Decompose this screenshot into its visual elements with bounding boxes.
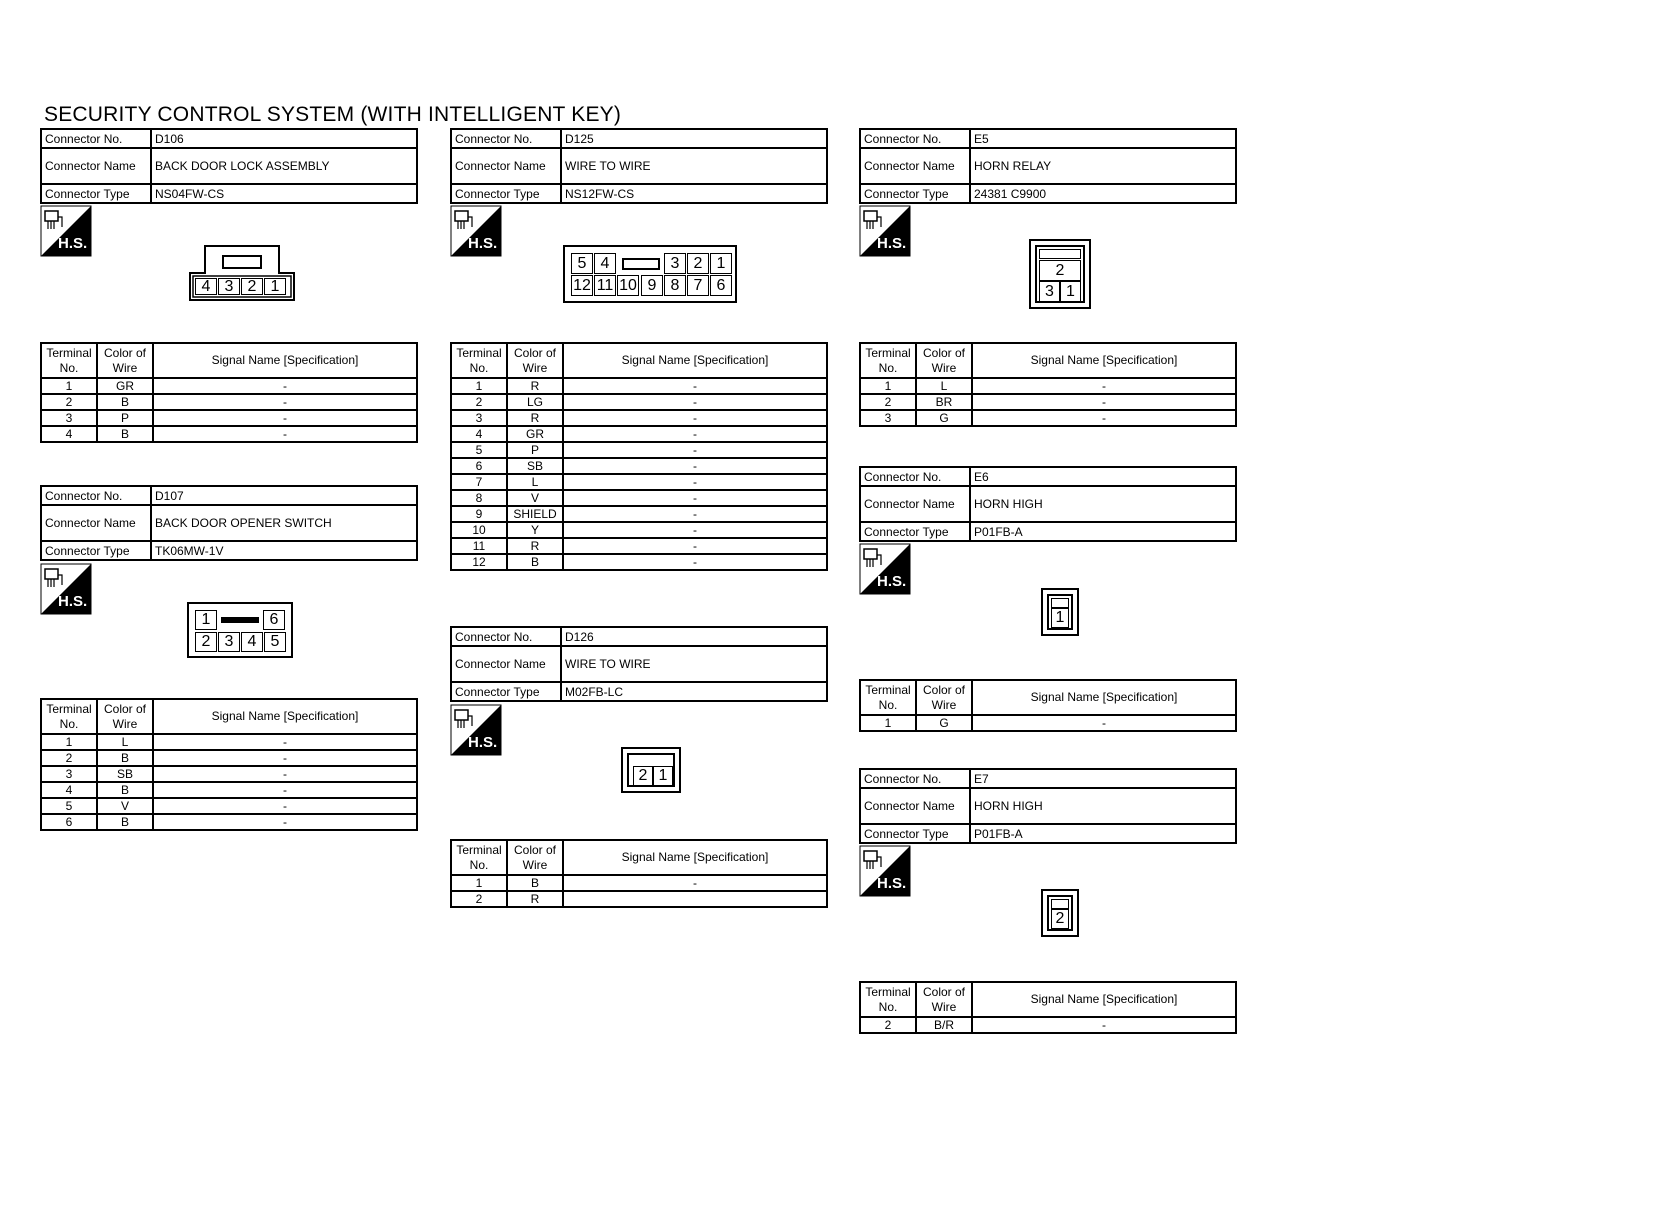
label-connector-no: Connector No. xyxy=(42,487,152,504)
connector-e5-face xyxy=(1029,239,1091,309)
wire-color-cell: GR xyxy=(97,378,153,394)
terminal-no-cell: 1 xyxy=(451,875,507,891)
pin: 1 xyxy=(1051,608,1069,628)
wire-color-cell: B xyxy=(97,394,153,410)
terminal-table-d125 xyxy=(450,342,828,571)
signal-name-cell: - xyxy=(972,715,1236,731)
pin: 3 xyxy=(218,632,240,652)
pin: 2 xyxy=(195,632,217,652)
table-row xyxy=(860,394,1236,410)
pin: 2 xyxy=(241,278,263,295)
header-terminal-no: Terminal No. xyxy=(860,343,916,378)
signal-name-cell: - xyxy=(972,1017,1236,1033)
header-terminal-no: Terminal No. xyxy=(41,699,97,734)
signal-name-cell: - xyxy=(153,798,417,814)
pin: 3 xyxy=(664,253,686,274)
terminal-no-cell: 1 xyxy=(41,734,97,750)
table-row xyxy=(451,410,827,426)
pin: 5 xyxy=(571,253,593,274)
key-slot xyxy=(622,258,660,270)
wire-color-cell: B xyxy=(507,554,563,570)
pin: 1 xyxy=(264,278,286,295)
table-row xyxy=(451,378,827,394)
signal-name-cell: - xyxy=(153,814,417,830)
terminal-no-cell: 1 xyxy=(860,715,916,731)
terminal-no-cell: 12 xyxy=(451,554,507,570)
terminal-no-cell: 11 xyxy=(451,538,507,554)
signal-name-cell: - xyxy=(972,378,1236,394)
signal-name-cell: - xyxy=(972,394,1236,410)
signal-name-cell: - xyxy=(563,522,827,538)
connector-no-value: E7 xyxy=(974,771,989,786)
hs-label: H.S. xyxy=(877,235,907,252)
pin: 5 xyxy=(264,632,286,652)
header-color-of-wire: Color of Wire xyxy=(916,680,972,715)
signal-name-cell: - xyxy=(563,474,827,490)
wire-color-cell: L xyxy=(507,474,563,490)
label-connector-name: Connector Name xyxy=(861,149,971,183)
label-connector-no: Connector No. xyxy=(42,130,152,147)
wire-color-cell: L xyxy=(916,378,972,394)
pin: 11 xyxy=(594,275,616,296)
pin: 2 xyxy=(633,766,653,786)
signal-name-cell: - xyxy=(563,554,827,570)
connector-type-value: M02FB-LC xyxy=(565,684,624,699)
connector-type-value: P01FB-A xyxy=(974,826,1023,841)
header-signal-name: Signal Name [Specification] xyxy=(563,343,827,378)
table-row xyxy=(860,410,1236,426)
terminal-no-cell: 2 xyxy=(41,750,97,766)
terminal-no-cell: 2 xyxy=(41,394,97,410)
pin: 3 xyxy=(218,278,240,295)
signal-name-cell: - xyxy=(153,426,417,442)
key-slot xyxy=(1051,899,1069,909)
wire-color-cell: G xyxy=(916,715,972,731)
connector-name-value: HORN RELAY xyxy=(974,159,1052,173)
label-connector-no: Connector No. xyxy=(452,130,562,147)
terminal-table-d126 xyxy=(450,839,828,908)
signal-name-cell: - xyxy=(153,750,417,766)
label-connector-name: Connector Name xyxy=(861,789,971,823)
header-terminal-no: Terminal No. xyxy=(451,343,507,378)
connector-e7-info xyxy=(859,768,1237,844)
signal-name-cell: - xyxy=(563,378,827,394)
signal-name-cell: - xyxy=(563,458,827,474)
terminal-no-cell: 7 xyxy=(451,474,507,490)
connector-no-value: E5 xyxy=(974,131,989,146)
wire-color-cell: R xyxy=(507,891,563,907)
header-terminal-no: Terminal No. xyxy=(860,680,916,715)
terminal-no-cell: 10 xyxy=(451,522,507,538)
terminal-no-cell: 1 xyxy=(860,378,916,394)
wire-color-cell: B xyxy=(97,782,153,798)
wire-color-cell: GR xyxy=(507,426,563,442)
label-connector-no: Connector No. xyxy=(861,770,971,787)
table-row xyxy=(451,875,827,891)
table-row xyxy=(41,782,417,798)
wire-color-cell: G xyxy=(916,410,972,426)
terminal-table-e7 xyxy=(859,981,1237,1034)
label-connector-no: Connector No. xyxy=(452,628,562,645)
terminal-no-cell: 4 xyxy=(41,782,97,798)
wire-color-cell: SB xyxy=(97,766,153,782)
wire-color-cell: SHIELD xyxy=(507,506,563,522)
terminal-no-cell: 3 xyxy=(41,410,97,426)
key-slot xyxy=(221,617,259,623)
terminal-no-cell: 9 xyxy=(451,506,507,522)
pin: 2 xyxy=(1039,260,1081,281)
terminal-no-cell: 1 xyxy=(451,378,507,394)
table-row xyxy=(451,426,827,442)
header-color-of-wire: Color of Wire xyxy=(916,343,972,378)
signal-name-cell xyxy=(563,891,827,907)
terminal-no-cell: 2 xyxy=(451,891,507,907)
connector-name-value: BACK DOOR OPENER SWITCH xyxy=(155,516,332,530)
connector-d106-info xyxy=(40,128,418,204)
signal-name-cell: - xyxy=(563,394,827,410)
signal-name-cell: - xyxy=(563,538,827,554)
wire-color-cell: P xyxy=(507,442,563,458)
table-row xyxy=(41,410,417,426)
wire-color-cell: B xyxy=(97,750,153,766)
terminal-no-cell: 3 xyxy=(860,410,916,426)
connector-name-value: HORN HIGH xyxy=(974,497,1043,511)
label-connector-name: Connector Name xyxy=(861,487,971,521)
terminal-table-d107 xyxy=(40,698,418,831)
wire-color-cell: B/R xyxy=(916,1017,972,1033)
label-connector-no: Connector No. xyxy=(861,130,971,147)
label-connector-type: Connector Type xyxy=(861,523,971,540)
connector-d107-face xyxy=(187,602,293,658)
signal-name-cell: - xyxy=(563,490,827,506)
connector-d125-face xyxy=(563,245,737,303)
label-connector-type: Connector Type xyxy=(452,683,562,700)
wire-color-cell: L xyxy=(97,734,153,750)
label-connector-name: Connector Name xyxy=(42,149,152,183)
header-terminal-no: Terminal No. xyxy=(41,343,97,378)
pin: 9 xyxy=(641,275,663,296)
table-row xyxy=(41,426,417,442)
signal-name-cell: - xyxy=(153,782,417,798)
table-row xyxy=(451,554,827,570)
harness-side-icon xyxy=(450,205,502,257)
wire-color-cell: P xyxy=(97,410,153,426)
pin: 3 xyxy=(1039,281,1060,302)
terminal-no-cell: 5 xyxy=(451,442,507,458)
signal-name-cell: - xyxy=(153,410,417,426)
table-row xyxy=(451,522,827,538)
terminal-no-cell: 2 xyxy=(860,394,916,410)
pin: 1 xyxy=(710,253,732,274)
pin: 4 xyxy=(594,253,616,274)
pin: 1 xyxy=(653,766,673,786)
connector-type-value: NS04FW-CS xyxy=(155,186,225,201)
connector-no-value: D106 xyxy=(155,131,184,146)
label-connector-no: Connector No. xyxy=(861,468,971,485)
harness-side-icon xyxy=(859,205,911,257)
table-row xyxy=(451,442,827,458)
table-row xyxy=(41,766,417,782)
hs-label: H.S. xyxy=(877,573,907,590)
pin: 12 xyxy=(571,275,593,296)
pin: 2 xyxy=(687,253,709,274)
harness-side-icon xyxy=(40,205,92,257)
wire-color-cell: Y xyxy=(507,522,563,538)
label-connector-type: Connector Type xyxy=(42,542,152,559)
connector-no-value: D107 xyxy=(155,488,184,503)
signal-name-cell: - xyxy=(153,766,417,782)
wire-color-cell: BR xyxy=(916,394,972,410)
label-connector-name: Connector Name xyxy=(452,647,562,681)
terminal-no-cell: 1 xyxy=(41,378,97,394)
header-terminal-no: Terminal No. xyxy=(451,840,507,875)
connector-type-value: P01FB-A xyxy=(974,524,1023,539)
connector-d106-face xyxy=(189,245,295,301)
table-row xyxy=(451,394,827,410)
connector-d126-info xyxy=(450,626,828,702)
wire-color-cell: B xyxy=(97,814,153,830)
wire-color-cell: SB xyxy=(507,458,563,474)
terminal-no-cell: 3 xyxy=(451,410,507,426)
terminal-no-cell: 4 xyxy=(41,426,97,442)
hs-label: H.S. xyxy=(468,235,498,252)
header-terminal-no: Terminal No. xyxy=(860,982,916,1017)
connector-name-value: BACK DOOR LOCK ASSEMBLY xyxy=(155,159,330,173)
table-row xyxy=(451,891,827,907)
label-connector-type: Connector Type xyxy=(861,825,971,842)
terminal-no-cell: 5 xyxy=(41,798,97,814)
table-row xyxy=(41,378,417,394)
terminal-no-cell: 8 xyxy=(451,490,507,506)
connector-type-value: TK06MW-1V xyxy=(155,543,224,558)
connector-type-value: 24381 C9900 xyxy=(974,186,1047,201)
header-signal-name: Signal Name [Specification] xyxy=(972,343,1236,378)
hs-label: H.S. xyxy=(58,235,88,252)
pin: 8 xyxy=(664,275,686,296)
label-connector-name: Connector Name xyxy=(452,149,562,183)
harness-side-icon xyxy=(859,845,911,897)
table-row xyxy=(860,715,1236,731)
terminal-no-cell: 2 xyxy=(451,394,507,410)
wire-color-cell: V xyxy=(97,798,153,814)
wire-color-cell: R xyxy=(507,378,563,394)
terminal-no-cell: 6 xyxy=(451,458,507,474)
table-row xyxy=(41,750,417,766)
page-title: SECURITY CONTROL SYSTEM (WITH INTELLIGENT KEY) xyxy=(44,103,622,126)
connector-no-value: D126 xyxy=(565,629,594,644)
signal-name-cell: - xyxy=(972,410,1236,426)
header-signal-name: Signal Name [Specification] xyxy=(972,982,1236,1017)
wire-color-cell: V xyxy=(507,490,563,506)
hs-label: H.S. xyxy=(877,875,907,892)
pin: 1 xyxy=(1060,281,1081,302)
signal-name-cell: - xyxy=(563,442,827,458)
table-row xyxy=(451,458,827,474)
terminal-no-cell: 2 xyxy=(860,1017,916,1033)
pin: 6 xyxy=(263,610,285,630)
signal-name-cell: - xyxy=(153,734,417,750)
table-row xyxy=(41,814,417,830)
signal-name-cell: - xyxy=(563,426,827,442)
connector-d107-info xyxy=(40,485,418,561)
wire-color-cell: R xyxy=(507,410,563,426)
hs-label: H.S. xyxy=(58,593,88,610)
pin: 1 xyxy=(195,610,217,630)
harness-side-icon xyxy=(40,563,92,615)
signal-name-cell: - xyxy=(563,875,827,891)
key-slot xyxy=(1039,249,1081,259)
connector-e5-info xyxy=(859,128,1237,204)
signal-name-cell: - xyxy=(563,410,827,426)
table-row xyxy=(860,378,1236,394)
pin: 10 xyxy=(617,275,639,296)
terminal-no-cell: 4 xyxy=(451,426,507,442)
header-color-of-wire: Color of Wire xyxy=(97,343,153,378)
wire-color-cell: B xyxy=(97,426,153,442)
label-connector-type: Connector Type xyxy=(452,185,562,202)
connector-name-value: WIRE TO WIRE xyxy=(565,657,651,671)
table-row xyxy=(451,474,827,490)
connector-e7-face xyxy=(1041,889,1079,937)
terminal-no-cell: 3 xyxy=(41,766,97,782)
header-signal-name: Signal Name [Specification] xyxy=(563,840,827,875)
harness-side-icon xyxy=(450,704,502,756)
header-signal-name: Signal Name [Specification] xyxy=(153,343,417,378)
signal-name-cell: - xyxy=(563,506,827,522)
connector-e6-info xyxy=(859,466,1237,542)
connector-no-value: D125 xyxy=(565,131,594,146)
connector-no-value: E6 xyxy=(974,469,989,484)
pin: 6 xyxy=(710,275,732,296)
connector-name-value: WIRE TO WIRE xyxy=(565,159,651,173)
terminal-table-e6 xyxy=(859,679,1237,732)
label-connector-type: Connector Type xyxy=(861,185,971,202)
table-row xyxy=(41,394,417,410)
signal-name-cell: - xyxy=(153,378,417,394)
pin: 2 xyxy=(1051,909,1069,929)
header-color-of-wire: Color of Wire xyxy=(97,699,153,734)
connector-name-value: HORN HIGH xyxy=(974,799,1043,813)
hs-label: H.S. xyxy=(468,734,498,751)
connector-e6-face xyxy=(1041,588,1079,636)
connector-d125-info xyxy=(450,128,828,204)
key-slot xyxy=(1051,598,1069,608)
wire-color-cell: R xyxy=(507,538,563,554)
pin: 4 xyxy=(195,278,217,295)
label-connector-name: Connector Name xyxy=(42,506,152,540)
terminal-no-cell: 6 xyxy=(41,814,97,830)
terminal-table-e5 xyxy=(859,342,1237,427)
wire-color-cell: LG xyxy=(507,394,563,410)
table-row xyxy=(451,538,827,554)
pin: 7 xyxy=(687,275,709,296)
wire-color-cell: B xyxy=(507,875,563,891)
connector-type-value: NS12FW-CS xyxy=(565,186,635,201)
header-color-of-wire: Color of Wire xyxy=(916,982,972,1017)
table-row xyxy=(451,490,827,506)
harness-side-icon xyxy=(859,543,911,595)
signal-name-cell: - xyxy=(153,394,417,410)
terminal-table-d106 xyxy=(40,342,418,443)
table-row xyxy=(451,506,827,522)
header-signal-name: Signal Name [Specification] xyxy=(972,680,1236,715)
table-row xyxy=(41,734,417,750)
table-row xyxy=(41,798,417,814)
table-row xyxy=(860,1017,1236,1033)
header-color-of-wire: Color of Wire xyxy=(507,840,563,875)
label-connector-type: Connector Type xyxy=(42,185,152,202)
header-color-of-wire: Color of Wire xyxy=(507,343,563,378)
pin: 4 xyxy=(241,632,263,652)
connector-d126-face xyxy=(621,747,681,793)
header-signal-name: Signal Name [Specification] xyxy=(153,699,417,734)
